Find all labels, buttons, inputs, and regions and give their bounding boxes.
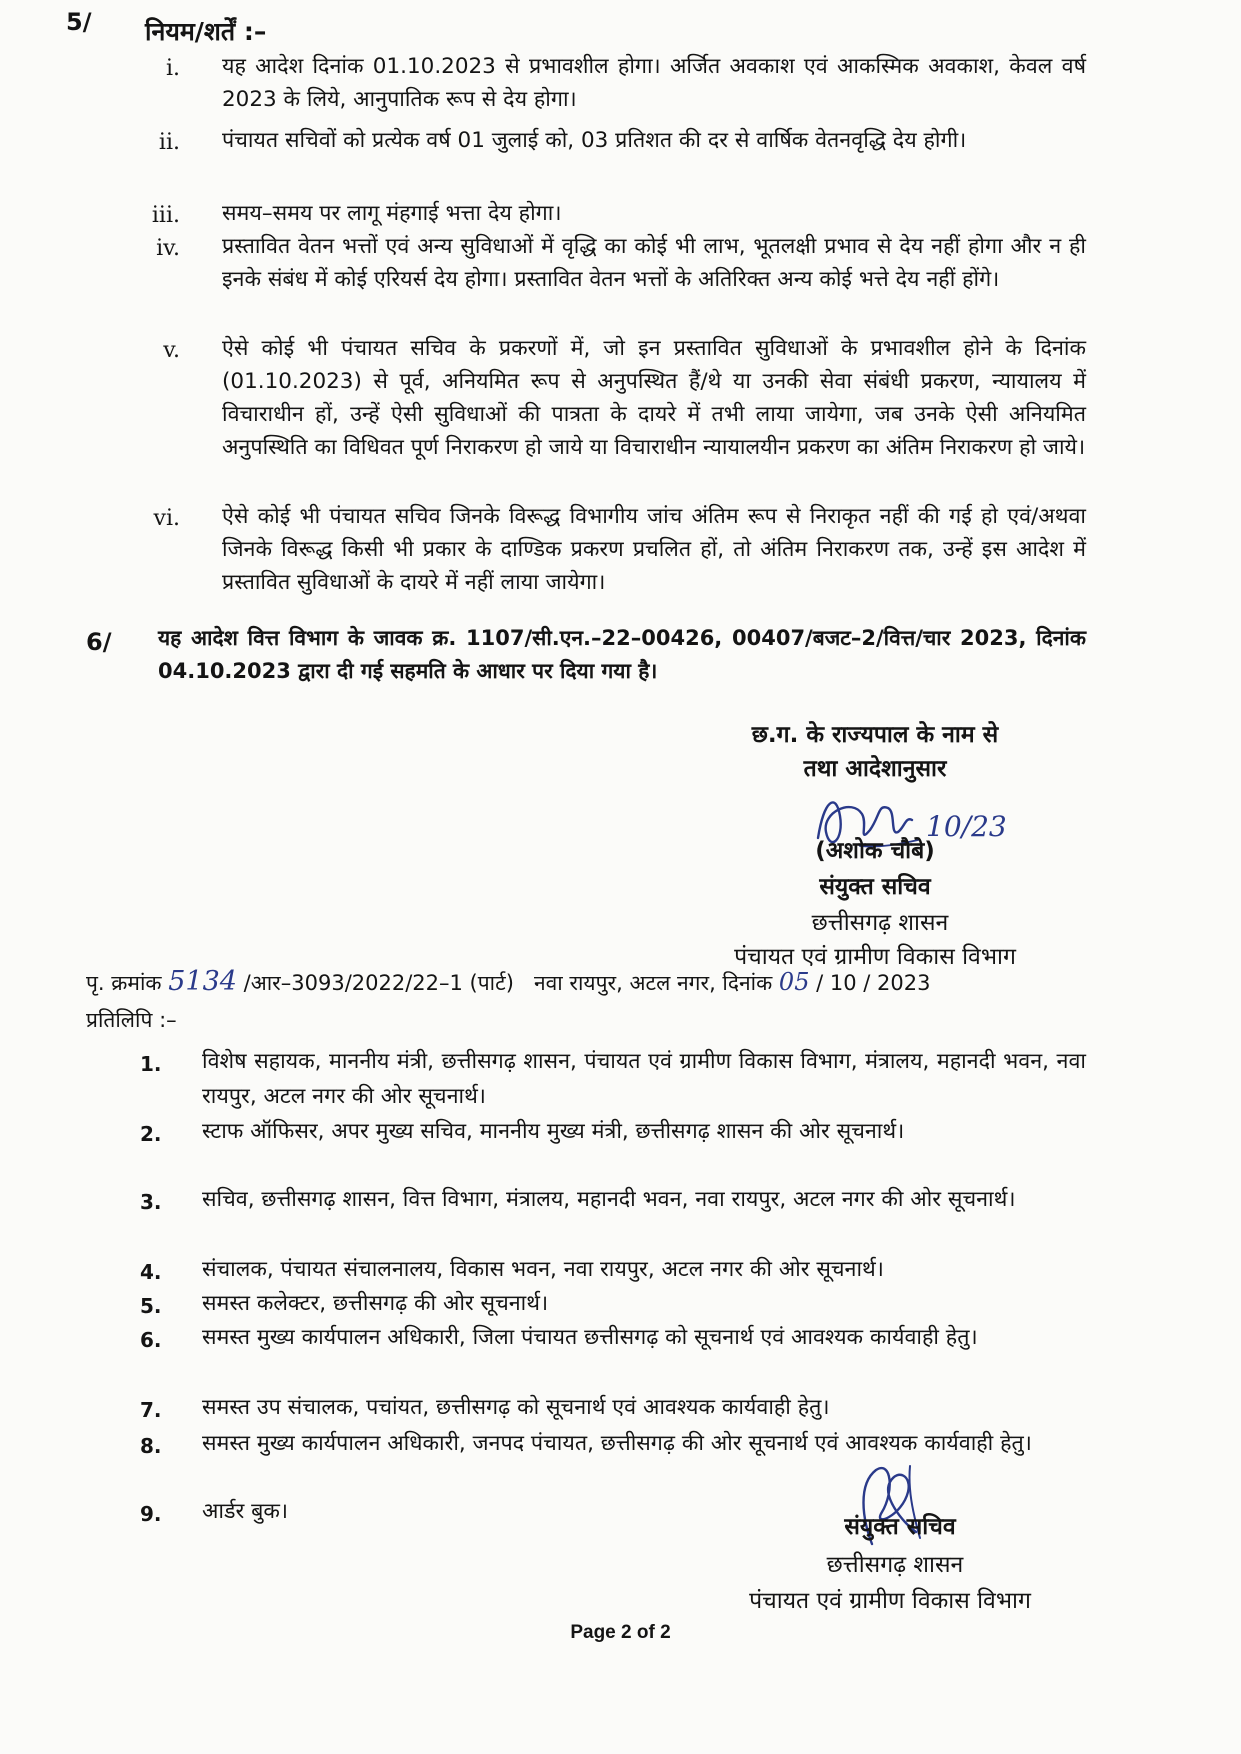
copy-item-text: संचालक, पंचायत संचालनालय, विकास भवन, नवा रायपुर, अटल नगर की ओर सूचनार्थ।: [202, 1257, 884, 1282]
endorsement-number-handwritten: 5134: [168, 966, 237, 997]
page-number: Page 2 of 2: [570, 1622, 671, 1643]
signatory-govt: छत्तीसगढ़ शासन: [811, 910, 949, 936]
clause-number: ii.: [158, 130, 180, 155]
authority-line-2: तथा आदेशानुसार: [803, 756, 947, 782]
copy-item-text: आर्डर बुक।: [202, 1499, 289, 1524]
signature-block-1: [660, 718, 1090, 786]
signature-date-note: 10/23: [926, 810, 1007, 843]
section-5-heading: नियम/शर्तें :–: [145, 17, 267, 46]
copy-item-number: 1.: [140, 1052, 162, 1076]
clause-text: ऐसे कोई भी पंचायत सचिव के प्रकरणों में, जो इन प्रस्तावित सुविधाओं के प्रभावशील होने के दिनांक (01.10.2023) से पूर्व, अनियमित रूप से अनुपस्थित हैं/थे या उनकी सेवा संबंधी प्रकरण, न्यायालय में विचाराधीन हों, उन्हें ऐसी सुविधाओं की पात्रता के दायरे में तभी लाया जायेगा, जब उनके ऐसी अनियमित अनुपस्थिति का विधिवत पूर्ण निराकरण हो जाये या विचाराधीन न्यायालयीन प्रकरण का अंतिम निराकरण हो जाये।: [222, 336, 1086, 460]
signatory-2-designation: संयुक्त सचिव: [844, 1514, 956, 1540]
clause-number: i.: [165, 56, 180, 81]
copy-item-number: 2.: [140, 1122, 162, 1146]
copy-item-number: 4.: [140, 1260, 162, 1284]
clause-text: यह आदेश दिनांक 01.10.2023 से प्रभावशील होगा। अर्जित अवकाश एवं आकस्मिक अवकाश, केवल वर्ष 2023 के लिये, आनुपातिक रूप से देय होगा।: [222, 54, 1086, 112]
copy-item-text: विशेष सहायक, माननीय मंत्री, छत्तीसगढ़ शासन, पंचायत एवं ग्रामीण विकास विभाग, मंत्रालय, महानदी भवन, नवा रायपुर, अटल नगर की ओर सूचनार्थ।: [202, 1049, 1086, 1109]
section-5-number: 5/: [66, 8, 92, 36]
endorsement-month-year: / 10 / 2023: [816, 971, 931, 995]
clause-text: समय–समय पर लागू मंहगाई भत्ता देय होगा।: [222, 201, 562, 226]
signatory-2-department: पंचायत एवं ग्रामीण विकास विभाग: [749, 1588, 1031, 1614]
clause-text: प्रस्तावित वेतन भत्तों एवं अन्य सुविधाओं में वृद्धि का कोई भी लाभ, भूतलक्षी प्रभाव से देय नहीं होगा और न ही इनके संबंध में कोई एरियर्स देय होगा। प्रस्तावित वेतन भत्तों के अतिरिक्त अन्य कोई भत्ते देय नहीं होंगे।: [222, 234, 1086, 292]
copies-label: प्रतिलिपि :–: [86, 1008, 177, 1032]
copy-item-text: स्टाफ ऑफिसर, अपर मुख्य सचिव, माननीय मुख्य मंत्री, छत्तीसगढ़ शासन की ओर सूचनार्थ।: [202, 1119, 905, 1144]
copy-item-number: 9.: [140, 1502, 162, 1526]
copy-item-text: समस्त उप संचालक, पचांयत, छत्तीसगढ़ को सूचनार्थ एवं आवश्यक कार्यवाही हेतु।: [202, 1395, 830, 1420]
endorsement-reference: /आर–3093/2022/22–1 (पार्ट): [243, 971, 514, 995]
copy-item-number: 7.: [140, 1398, 162, 1422]
copy-item-number: 3.: [140, 1190, 162, 1214]
clause-number: iii.: [151, 203, 180, 228]
authority-line-1: छ.ग. के राज्यपाल के नाम से: [751, 722, 999, 748]
section-6-number: 6/: [86, 628, 112, 656]
section-6-text: यह आदेश वित्त विभाग के जावक क्र. 1107/सी.एन.–22–00426, 00407/बजट–2/वित्त/चार 2023, दिनांक 04.10.2023 द्वारा दी गई सहमति के आधार पर दिया गया है।: [158, 626, 1086, 683]
clause-text: पंचायत सचिवों को प्रत्येक वर्ष 01 जुलाई को, 03 प्रतिशत की दर से वार्षिक वेतनवृद्धि देय होगी।: [222, 128, 967, 153]
copy-item-number: 6.: [140, 1328, 162, 1352]
endorsement-prefix: पृ. क्रमांक: [86, 971, 162, 995]
clause-number: vi.: [153, 506, 180, 531]
clause-number: iv.: [156, 236, 180, 261]
copy-item-text: समस्त मुख्य कार्यपालन अधिकारी, जिला पंचायत छत्तीसगढ़ को सूचनार्थ एवं आवश्यक कार्यवाही हेतु।: [202, 1325, 978, 1350]
copy-item-text: समस्त कलेक्टर, छत्तीसगढ़ की ओर सूचनार्थ।: [202, 1291, 549, 1316]
copy-item-text: समस्त मुख्य कार्यपालन अधिकारी, जनपद पंचायत, छत्तीसगढ़ की ओर सूचनार्थ एवं आवश्यक कार्यवाही हेतु।: [202, 1431, 1032, 1456]
signatory-2-govt: छत्तीसगढ़ शासन: [826, 1552, 964, 1578]
endorsement-line: [86, 966, 1156, 997]
signatory-department: पंचायत एवं ग्रामीण विकास विभाग: [734, 944, 1016, 970]
endorsement-day-handwritten: 05: [778, 968, 810, 996]
signatory-designation: संयुक्त सचिव: [819, 874, 931, 900]
endorsement-place: नवा रायपुर, अटल नगर, दिनांक: [533, 971, 773, 995]
clause-text: ऐसे कोई भी पंचायत सचिव जिनके विरूद्ध विभागीय जांच अंतिम रूप से निराकृत नहीं की गई हो एवं/अथवा जिनके विरूद्ध किसी भी प्रकार के दाण्डिक प्रकरण प्रचलित हों, तो अंतिम निराकरण तक, उन्हें इस आदेश में प्रस्तावित सुविधाओं के दायरे में नहीं लाया जायेगा।: [222, 504, 1086, 595]
copy-item-number: 8.: [140, 1434, 162, 1458]
signatory-name: (अशोक चौबे): [815, 838, 935, 864]
clause-number: v.: [163, 338, 180, 363]
copy-item-number: 5.: [140, 1294, 162, 1318]
copy-item-text: सचिव, छत्तीसगढ़ शासन, वित्त विभाग, मंत्रालय, महानदी भवन, नवा रायपुर, अटल नगर की ओर सूचनार्थ।: [202, 1187, 1016, 1212]
